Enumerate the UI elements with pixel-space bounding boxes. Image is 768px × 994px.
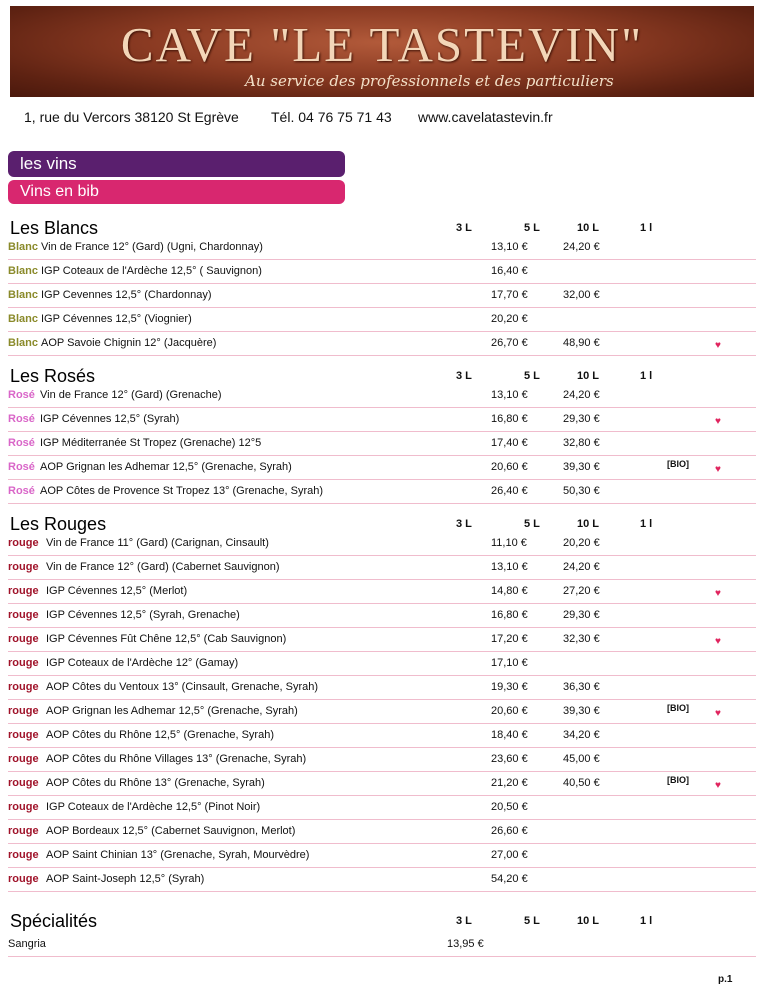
table-row: [8, 260, 756, 284]
wine-color-label: rouge: [8, 633, 39, 645]
heart-icon: ♥: [715, 708, 721, 719]
heart-icon: ♥: [715, 780, 721, 791]
table-row: [8, 772, 756, 796]
column-header: 1 l: [640, 370, 653, 382]
contact-address: 1, rue du Vercors 38120 St Egrève: [24, 109, 239, 125]
table-row: [8, 748, 756, 772]
table-row: [8, 700, 756, 724]
price-5l: 13,10 €: [491, 561, 528, 573]
table-row: [8, 532, 756, 556]
price-5l: 27,00 €: [491, 849, 528, 861]
price-10l: 45,00 €: [563, 753, 600, 765]
wine-color-label: Rosé: [8, 389, 35, 401]
price-5l: 26,40 €: [491, 485, 528, 497]
column-header: 5 L: [524, 915, 540, 927]
heart-icon: ♥: [715, 464, 721, 475]
table-row: [8, 308, 756, 332]
wine-name: AOP Côtes du Rhône 13° (Grenache, Syrah): [46, 777, 265, 789]
price-5l: 54,20 €: [491, 873, 528, 885]
price-5l: 18,40 €: [491, 729, 528, 741]
price-10l: 39,30 €: [563, 705, 600, 717]
column-header: 5 L: [524, 370, 540, 382]
column-header: 3 L: [456, 915, 472, 927]
table-row: [8, 384, 756, 408]
wine-color-label: rouge: [8, 561, 39, 573]
wine-name: AOP Savoie Chignin 12° (Jacquère): [41, 337, 217, 349]
table-row: [8, 236, 756, 260]
table-row: [8, 604, 756, 628]
wine-color-label: rouge: [8, 537, 39, 549]
wine-color-label: Blanc: [8, 313, 38, 325]
table-row: [8, 652, 756, 676]
price-5l: 20,60 €: [491, 461, 528, 473]
wine-color-label: Rosé: [8, 413, 35, 425]
price-5l: 20,50 €: [491, 801, 528, 813]
table-row: [8, 676, 756, 700]
banner-title: CAVE "LE TASTEVIN": [120, 17, 644, 72]
price-10l: 24,20 €: [563, 561, 600, 573]
column-header: 5 L: [524, 518, 540, 530]
price-5l: 17,40 €: [491, 437, 528, 449]
wine-color-label: rouge: [8, 753, 39, 765]
wine-name: Vin de France 12° (Gard) (Grenache): [40, 389, 222, 401]
wine-name: IGP Coteaux de l'Ardèche 12,5° (Pinot Noir): [46, 801, 261, 813]
price-5l: 13,10 €: [491, 241, 528, 253]
wine-name: AOP Côtes de Provence St Tropez 13° (Grenache, Syrah): [40, 485, 324, 497]
wine-color-label: Rosé: [8, 485, 35, 497]
price-5l: 20,60 €: [491, 705, 528, 717]
wine-color-label: rouge: [8, 681, 39, 693]
table-row: [8, 284, 756, 308]
wine-name: AOP Côtes du Rhône 12,5° (Grenache, Syrah): [46, 729, 274, 741]
heart-icon: ♥: [715, 636, 721, 647]
wine-color-label: rouge: [8, 825, 39, 837]
price-3l: 13,95 €: [447, 938, 484, 950]
wine-color-label: rouge: [8, 849, 39, 861]
wine-name: AOP Côtes du Ventoux 13° (Cinsault, Grenache, Syrah): [46, 681, 319, 693]
wine-color-label: Rosé: [8, 461, 35, 473]
price-10l: 32,30 €: [563, 633, 600, 645]
price-10l: 20,20 €: [563, 537, 600, 549]
column-header: 1 l: [640, 222, 653, 234]
price-10l: 29,30 €: [563, 413, 600, 425]
price-5l: 16,80 €: [491, 609, 528, 621]
wine-name: IGP Coteaux de l'Ardèche 12° (Gamay): [46, 657, 239, 669]
section-title: Les Blancs: [10, 218, 99, 238]
price-5l: 20,20 €: [491, 313, 528, 325]
price-10l: 24,20 €: [563, 241, 600, 253]
bio-badge: [BIO]: [667, 703, 689, 713]
price-5l: 13,10 €: [491, 389, 528, 401]
price-5l: 16,80 €: [491, 413, 528, 425]
price-10l: 27,20 €: [563, 585, 600, 597]
price-10l: 39,30 €: [563, 461, 600, 473]
price-10l: 24,20 €: [563, 389, 600, 401]
table-row: [8, 408, 756, 432]
contact-phone: Tél. 04 76 75 71 43: [271, 109, 392, 125]
wine-name: AOP Grignan les Adhemar 12,5° (Grenache, Syrah): [40, 461, 292, 473]
heart-icon: ♥: [715, 416, 721, 427]
wine-name: Vin de France 11° (Gard) (Carignan, Cinsault): [46, 537, 269, 549]
price-10l: 50,30 €: [563, 485, 600, 497]
column-header: 1 l: [640, 518, 653, 530]
column-header: 10 L: [577, 370, 600, 382]
price-5l: 14,80 €: [491, 585, 528, 597]
price-5l: 11,10 €: [491, 537, 527, 549]
price-5l: 17,20 €: [491, 633, 528, 645]
wine-name: IGP Coteaux de l'Ardèche 12,5° ( Sauvignon): [41, 265, 262, 277]
section-title: Spécialités: [10, 911, 98, 931]
wine-name: IGP Cévennes 12,5° (Syrah, Grenache): [46, 609, 240, 621]
price-10l: 36,30 €: [563, 681, 600, 693]
wine-color-label: rouge: [8, 705, 39, 717]
table-row: [8, 580, 756, 604]
price-5l: 23,60 €: [491, 753, 528, 765]
wine-name: Vin de France 12° (Gard) (Cabernet Sauvignon): [46, 561, 280, 573]
table-row: [8, 820, 756, 844]
price-10l: 34,20 €: [563, 729, 600, 741]
wine-name: IGP Méditerranée St Tropez (Grenache) 12°5: [40, 437, 262, 449]
wine-color-label: rouge: [8, 657, 39, 669]
price-10l: 48,90 €: [563, 337, 600, 349]
wine-color-label: Blanc: [8, 289, 38, 301]
banner-subtitle: Au service des professionnels et des particuliers: [245, 72, 614, 90]
table-row: [8, 332, 756, 356]
table-row: [8, 480, 756, 504]
wine-name: Vin de France 12° (Gard) (Ugni, Chardonnay): [41, 241, 263, 253]
section-bar-les-vins: les vins: [8, 151, 345, 177]
price-10l: 32,80 €: [563, 437, 600, 449]
price-10l: 40,50 €: [563, 777, 600, 789]
wine-name: IGP Cevennes 12,5° (Chardonnay): [41, 289, 212, 301]
table-row: [8, 931, 756, 957]
bio-badge: [BIO]: [667, 459, 689, 469]
section-title: Les Rouges: [10, 514, 107, 534]
wine-color-label: Blanc: [8, 337, 38, 349]
heart-icon: ♥: [715, 340, 721, 351]
price-5l: 26,70 €: [491, 337, 528, 349]
table-row: [8, 456, 756, 480]
table-row: [8, 796, 756, 820]
table-row: [8, 556, 756, 580]
column-header: 5 L: [524, 222, 540, 234]
wine-color-label: Rosé: [8, 437, 35, 449]
wine-color-label: rouge: [8, 873, 39, 885]
wine-color-label: rouge: [8, 609, 39, 621]
wine-color-label: Blanc: [8, 265, 38, 277]
wine-name: AOP Grignan les Adhemar 12,5° (Grenache, Syrah): [46, 705, 298, 717]
price-10l: 32,00 €: [563, 289, 600, 301]
wine-color-label: rouge: [8, 801, 39, 813]
column-header: 10 L: [577, 915, 600, 927]
wine-name: IGP Cévennes 12,5° (Merlot): [46, 585, 188, 597]
column-header: 10 L: [577, 222, 600, 234]
column-header: 3 L: [456, 222, 472, 234]
table-row: [8, 724, 756, 748]
column-header: 3 L: [456, 518, 472, 530]
wine-name: IGP Cévennes 12,5° (Syrah): [40, 413, 180, 425]
table-row: [8, 628, 756, 652]
section-bar-vins-en-bib: Vins en bib: [8, 180, 345, 204]
table-row: [8, 432, 756, 456]
price-5l: 21,20 €: [491, 777, 528, 789]
price-5l: 17,10 €: [491, 657, 528, 669]
wine-color-label: rouge: [8, 777, 39, 789]
wine-name: AOP Côtes du Rhône Villages 13° (Grenache, Syrah): [46, 753, 307, 765]
price-5l: 17,70 €: [491, 289, 528, 301]
table-row: [8, 868, 756, 892]
page-number: p.1: [718, 974, 733, 985]
wine-name: IGP Cévennes Fût Chêne 12,5° (Cab Sauvignon): [46, 633, 287, 645]
price-10l: 29,30 €: [563, 609, 600, 621]
column-header: 3 L: [456, 370, 472, 382]
bio-badge: [BIO]: [667, 775, 689, 785]
contact-website[interactable]: www.cavelatastevin.fr: [418, 109, 553, 125]
wine-color-label: Blanc: [8, 241, 38, 253]
specialty-name: Sangria: [8, 938, 46, 950]
section-title: Les Rosés: [10, 366, 96, 386]
wine-name: AOP Saint-Joseph 12,5° (Syrah): [46, 873, 205, 885]
column-header: 1 l: [640, 915, 653, 927]
heart-icon: ♥: [715, 588, 721, 599]
wine-name: AOP Saint Chinian 13° (Grenache, Syrah, Mourvèdre): [46, 849, 310, 861]
table-row: [8, 844, 756, 868]
price-5l: 19,30 €: [491, 681, 528, 693]
wine-name: AOP Bordeaux 12,5° (Cabernet Sauvignon, Merlot): [46, 825, 296, 837]
wine-color-label: rouge: [8, 729, 39, 741]
wine-color-label: rouge: [8, 585, 39, 597]
wine-name: IGP Cévennes 12,5° (Viognier): [41, 313, 192, 325]
column-header: 10 L: [577, 518, 600, 530]
price-5l: 26,60 €: [491, 825, 528, 837]
header-banner: [10, 6, 754, 97]
price-5l: 16,40 €: [491, 265, 528, 277]
